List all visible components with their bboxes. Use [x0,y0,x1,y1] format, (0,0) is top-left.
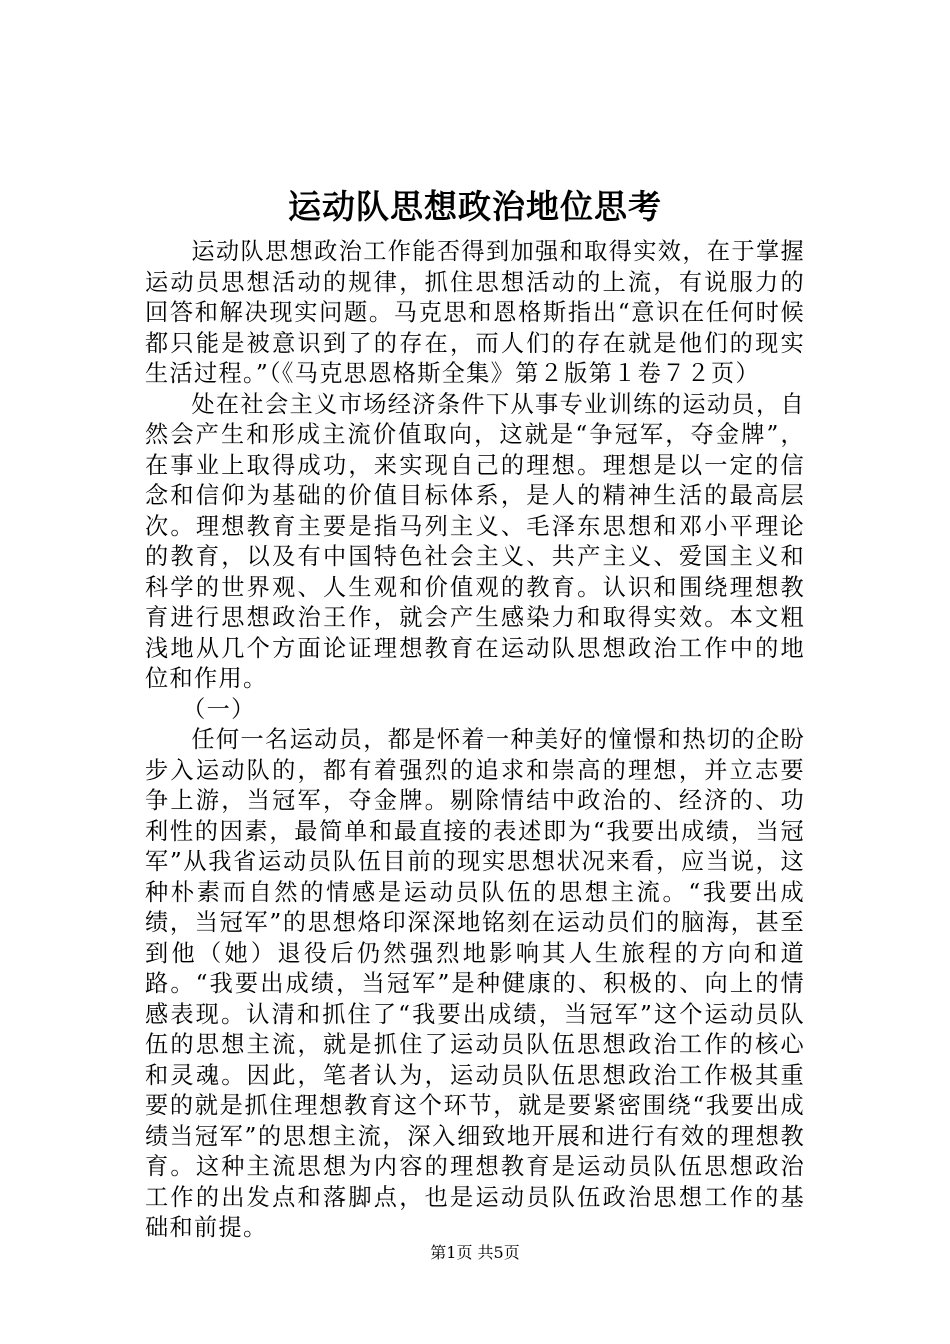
section-heading: （一） [182,695,256,723]
paragraph-athletes: 任何一名运动员，都是怀着一种美好的憧憬和热切的企盼步入运动队的，都有着强烈的追求和崇高的理想，并立志要争上游，当冠军，夺金牌。剔除情结中政治的、经济的、功利性的因素，最简单和最直接的表述即为“我要出成绩，当冠军”从我省运动员队伍目前的现实思想状况来看，应当说，这种朴素而自然的情感是运动员队伍的思想主流。“我要出成绩，当冠军”的思想烙印深深地铭刻在运动员们的脑海，甚至到他（她）退役后仍然强烈地影响其人生旅程的方向和道路。“我要出成绩，当冠军”是种健康的、积极的、向上的情感表现。认清和抓住了“我要出成绩，当冠军”这个运动员队伍的思想主流，就是抓住了运动员队伍思想政治工作的核心和灵魂。因此，笔者认为，运动员队伍思想政治工作极其重要的就是抓住理想教育这个环节，就是要紧密围绕“我要出成绩当冠军”的思想主流，深入细致地开展和进行有效的理想教育。这种主流思想为内容的理想教育是运动员队伍思想政治工作的出发点和落脚点，也是运动员队伍政治思想工作的基础和前提。 [145,726,805,1241]
paragraph-ideals: 处在社会主义市场经济条件下从事专业训练的运动员，自然会产生和形成主流价值取向，这就是“争冠军，夺金牌”，在事业上取得成功，来实现自己的理想。理想是以一定的信念和信仰为基础的价值目标体系，是人的精神生活的最高层次。理想教育主要是指马列主义、毛泽东思想和邓小平理论的教育，以及有中国特色社会主义、共产主义、爱国主义和科学的世界观、人生观和价值观的教育。认识和围绕理想教育进行思想政治王作，就会产生感染力和取得实效。本文粗浅地从几个方面论证理想教育在运动队思想政治工作中的地位和作用。 [145,390,805,692]
document-body [145,237,805,1244]
document-title: 运动队思想政治地位思考 [288,187,662,226]
paragraph-intro: 运动队思想政治工作能否得到加强和取得实效，在于掌握运动员思想活动的规律，抓住思想活动的上流，有说服力的回答和解决现实问题。马克思和恩格斯指出“意识在任何时候都只能是被意识到了的存在，而人们的存在就是他们的现实生活过程。”（《马克思恩格斯全集》第２版第１卷７２页） [145,238,805,387]
page-footer: 第1页 共5页 [430,1243,520,1262]
